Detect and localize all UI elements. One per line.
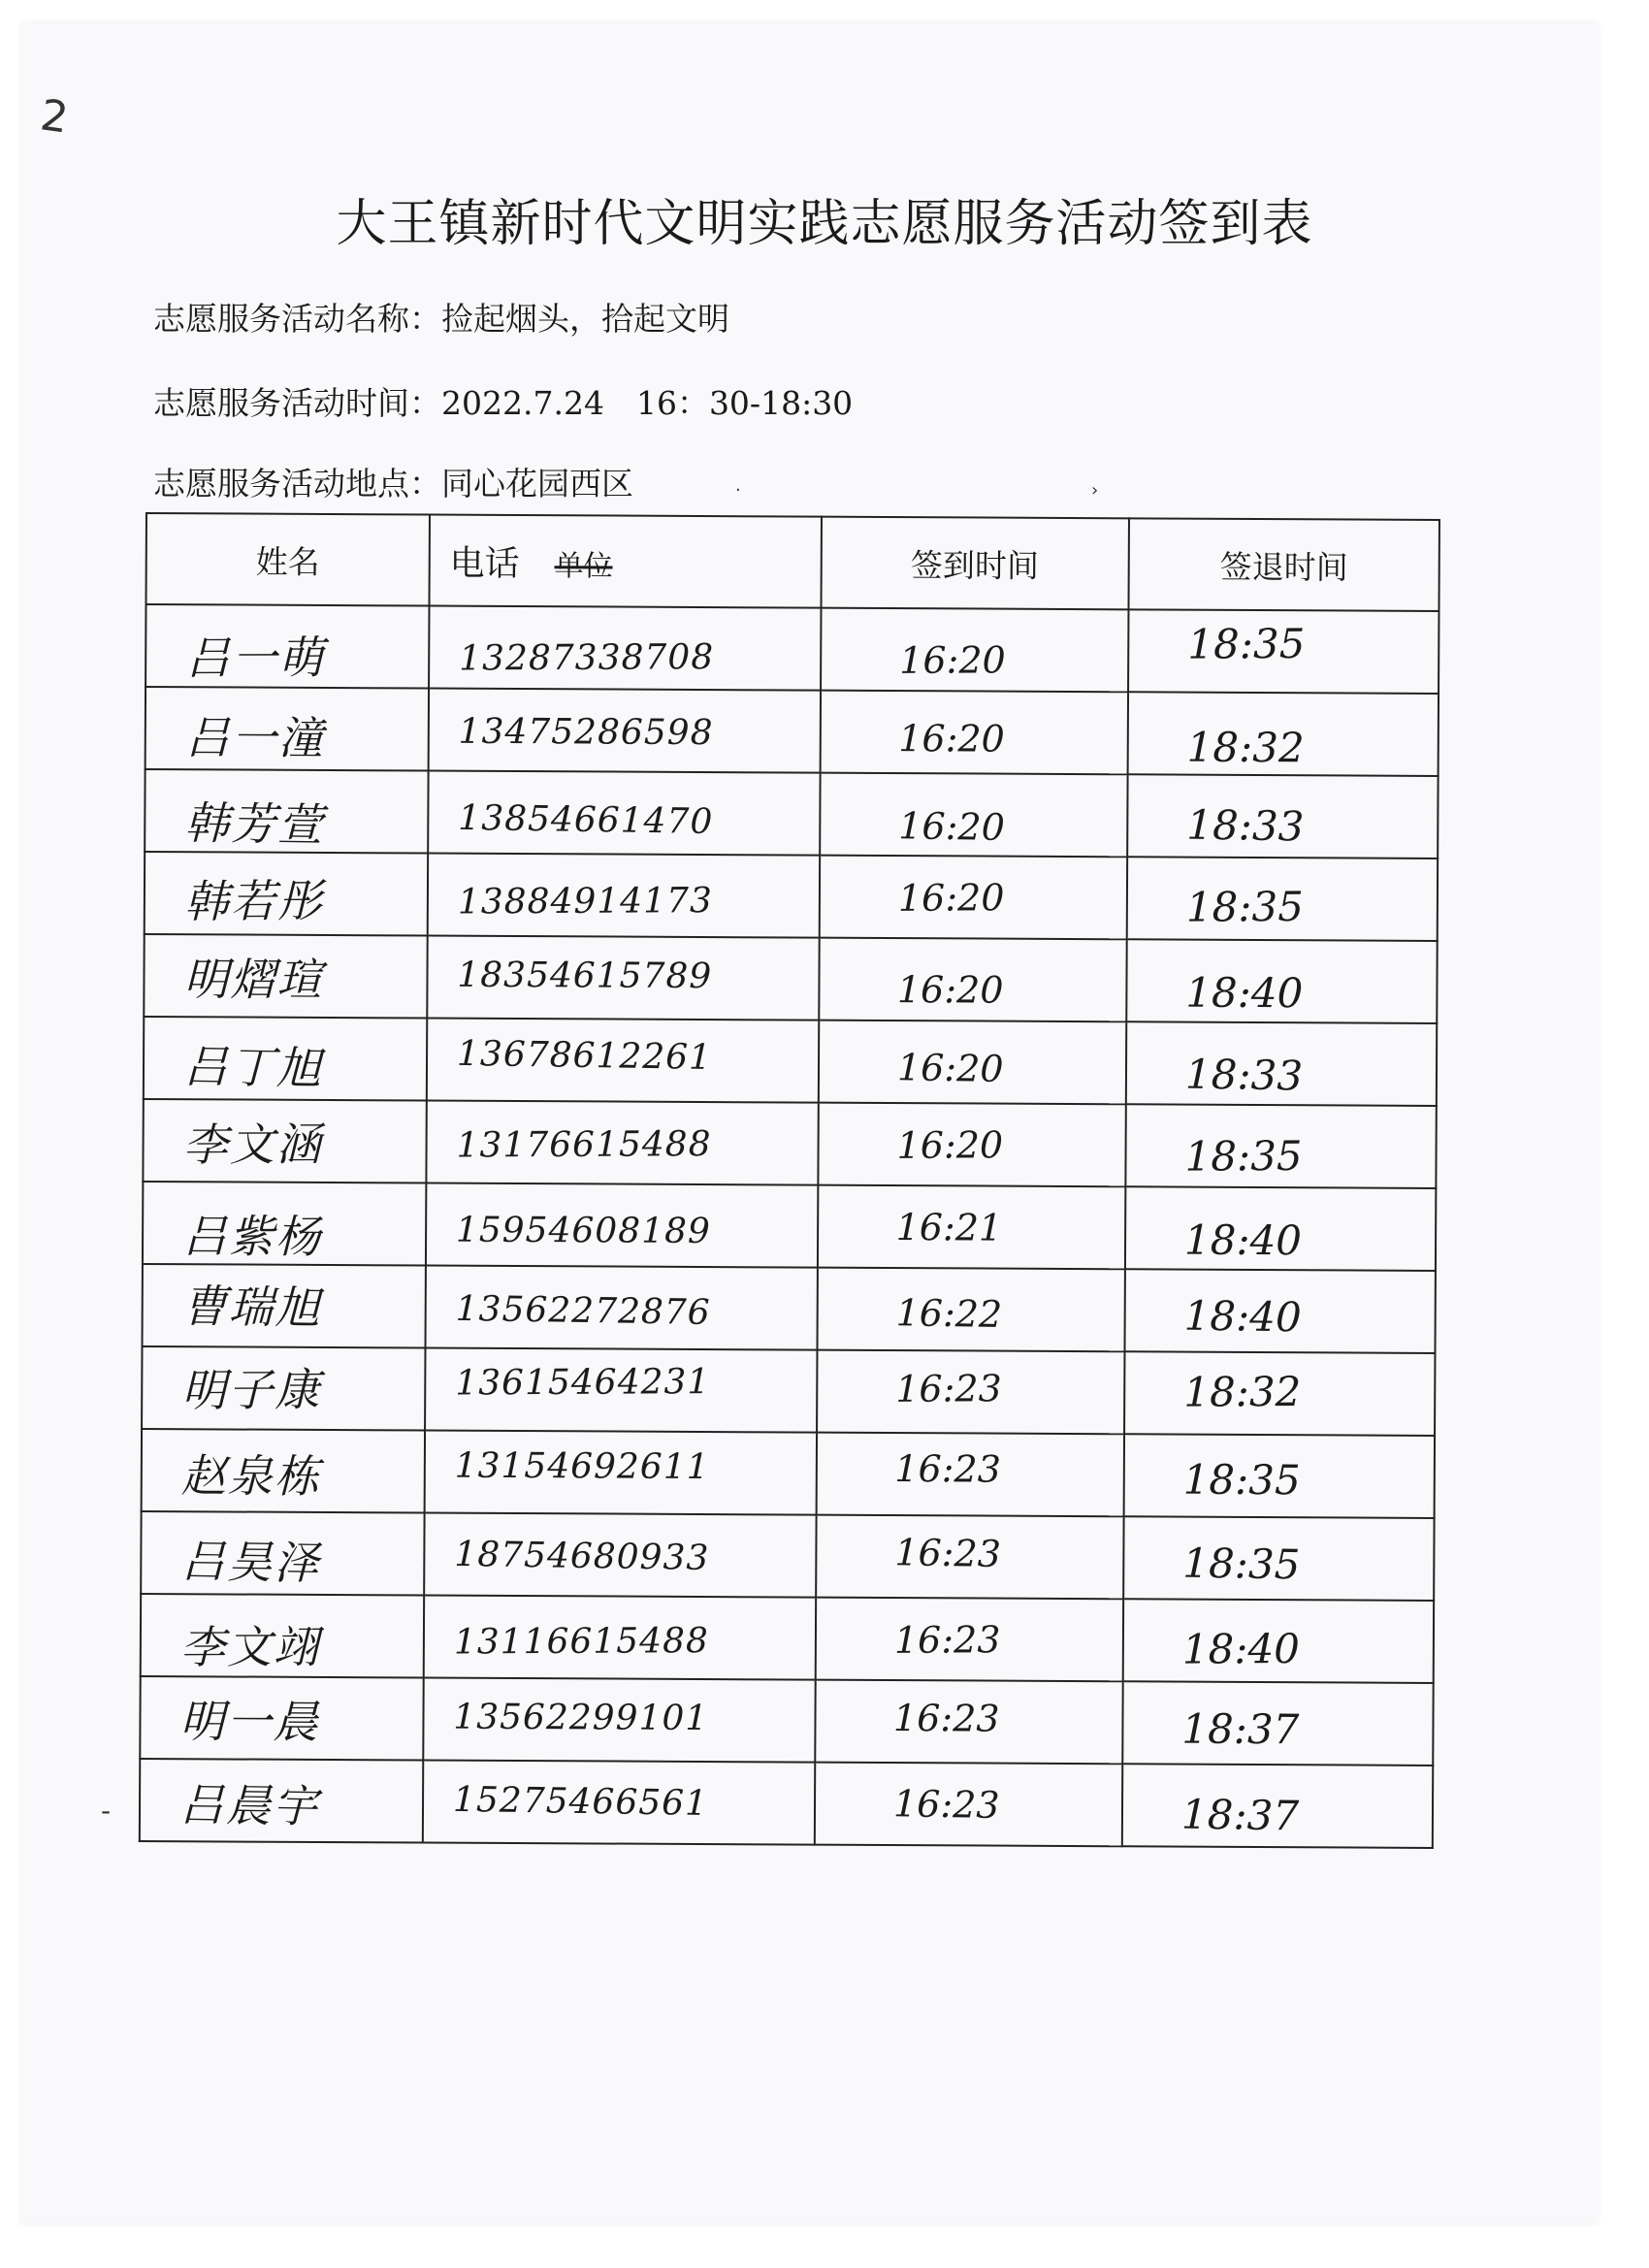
row-checkin: 16:20 [896, 967, 1004, 1012]
activity-time-line [153, 378, 853, 424]
row-phone-cell [425, 1348, 817, 1433]
header-checkout: 签退时间 [1128, 518, 1439, 611]
row-checkout: 18:32 [1186, 723, 1305, 772]
row-name-cell [145, 852, 428, 936]
margin-page-number: 2 [37, 90, 72, 144]
row-checkin-cell [819, 856, 1127, 940]
row-phone-cell [424, 1431, 816, 1515]
row-phone: 13678612261 [456, 1033, 713, 1079]
row-name: 韩芳萱 [183, 795, 325, 851]
activity-time-value: 2022.7.24 16：30-18:30 [441, 384, 854, 422]
row-name-cell [143, 1182, 426, 1266]
activity-time-label: 志愿服务活动时间： [153, 384, 441, 422]
table-row [143, 1182, 1436, 1271]
row-checkout: 18:37 [1180, 1790, 1300, 1840]
row-phone: 13116615488 [453, 1621, 709, 1663]
row-name-cell [143, 1099, 426, 1183]
row-name: 李文涵 [182, 1118, 323, 1171]
row-name: 曹瑞旭 [181, 1279, 323, 1334]
activity-place-value: 同心花园西区 [441, 465, 633, 502]
row-checkout: 18:35 [1184, 1132, 1303, 1181]
table-row [140, 1759, 1433, 1848]
row-phone-cell [423, 1678, 815, 1763]
row-checkout-cell [1127, 692, 1439, 776]
row-phone: 13287338708 [458, 637, 715, 679]
row-phone: 13615464231 [454, 1362, 711, 1404]
row-phone-cell [427, 854, 819, 938]
table-row [142, 1429, 1435, 1518]
row-checkout: 18:35 [1182, 1455, 1301, 1505]
row-phone: 13475286598 [458, 711, 714, 754]
row-checkin-cell [816, 1433, 1124, 1517]
row-phone-cell [428, 689, 820, 773]
row-phone-cell [424, 1513, 816, 1598]
table-row [145, 852, 1438, 941]
row-phone: 13562299101 [453, 1697, 709, 1739]
row-checkin-cell [817, 1350, 1125, 1435]
table-row [140, 1676, 1433, 1766]
row-phone-cell [428, 771, 820, 856]
header-unit-struck: 单位 [554, 548, 613, 584]
table-row [146, 604, 1439, 694]
row-name: 吕昊泽 [179, 1534, 321, 1589]
row-checkout: 18:35 [1187, 620, 1306, 668]
activity-name-label: 志愿服务活动名称： [153, 300, 441, 338]
row-phone-cell [427, 936, 819, 1021]
row-name-cell [146, 687, 429, 771]
table-row [142, 1264, 1435, 1353]
row-checkout: 18:40 [1183, 1291, 1302, 1342]
row-checkin-cell [820, 691, 1128, 775]
row-checkout: 18:40 [1181, 1625, 1300, 1673]
row-name: 赵泉栋 [180, 1448, 321, 1503]
row-checkout: 18:40 [1183, 1215, 1303, 1265]
row-checkin-cell [819, 938, 1127, 1022]
row-phone: 13854661470 [457, 797, 714, 843]
row-checkin: 16:23 [892, 1696, 1000, 1740]
row-checkin: 16:23 [894, 1366, 1002, 1410]
row-phone: 13562272876 [455, 1288, 711, 1334]
row-checkin: 16:20 [898, 637, 1006, 682]
stray-dot: › [1091, 480, 1099, 501]
row-checkout: 18:35 [1181, 1539, 1301, 1589]
row-name: 明熠瑄 [183, 952, 324, 1006]
row-checkin: 16:20 [895, 1122, 1003, 1167]
row-checkout-cell [1126, 1021, 1438, 1106]
signin-table [139, 512, 1440, 1849]
row-name-cell [141, 1594, 424, 1678]
row-checkin: 16:23 [894, 1446, 1001, 1491]
row-name-cell [144, 1017, 427, 1101]
table-row [143, 1099, 1436, 1188]
row-name: 吕一潼 [184, 710, 325, 764]
row-checkin-cell [816, 1515, 1124, 1600]
row-name-cell [140, 1676, 423, 1761]
row-checkout-cell [1125, 1104, 1437, 1188]
row-phone-cell [423, 1761, 815, 1845]
activity-place-label: 志愿服务活动地点： [153, 465, 441, 502]
row-name-cell [142, 1346, 425, 1431]
row-phone-cell [425, 1266, 817, 1350]
row-checkin: 16:23 [893, 1617, 1001, 1662]
row-name-cell [142, 1264, 425, 1348]
row-checkin-cell [814, 1763, 1122, 1847]
row-checkin-cell [817, 1268, 1125, 1352]
row-checkout-cell [1128, 609, 1439, 694]
row-name-cell [144, 934, 427, 1019]
header-phone-cell [429, 515, 821, 608]
row-phone-cell [423, 1596, 815, 1680]
row-checkout: 18:37 [1181, 1704, 1300, 1754]
row-name-cell [146, 604, 429, 689]
header-phone: 电话 [449, 543, 520, 584]
row-checkout-cell [1127, 857, 1439, 941]
row-checkin-cell [818, 1103, 1126, 1187]
row-checkin: 16:20 [896, 1045, 1004, 1090]
table-row [142, 1346, 1435, 1436]
row-checkin: 16:23 [893, 1530, 1001, 1575]
row-checkout-cell [1124, 1269, 1436, 1353]
table-header-row [146, 513, 1439, 611]
row-checkout-cell [1124, 1351, 1436, 1436]
row-name-cell [140, 1759, 423, 1843]
row-checkout-cell [1122, 1681, 1434, 1766]
row-checkout-cell [1123, 1599, 1435, 1683]
row-checkout-cell [1123, 1516, 1435, 1601]
row-checkout: 18:35 [1185, 883, 1304, 931]
activity-name-value: 捡起烟头，拾起文明 [441, 300, 729, 338]
row-name: 吕一萌 [185, 631, 326, 684]
row-checkout-cell [1125, 1186, 1437, 1271]
header-checkin: 签到时间 [821, 517, 1129, 610]
row-name: 吕晨宇 [178, 1777, 320, 1832]
row-checkin: 16:20 [898, 716, 1005, 761]
activity-name-line [153, 294, 729, 340]
table-row [141, 1594, 1434, 1683]
row-phone: 15275466561 [452, 1779, 709, 1825]
row-name-cell [141, 1511, 424, 1596]
row-checkout-cell [1123, 1434, 1435, 1518]
row-checkout: 18:40 [1185, 968, 1304, 1018]
row-checkin-cell [821, 608, 1129, 693]
row-name: 吕紫杨 [181, 1209, 323, 1263]
row-name: 李文翊 [179, 1620, 321, 1673]
row-phone-cell [426, 1101, 818, 1185]
row-checkout-cell [1127, 774, 1439, 859]
row-checkout-cell [1122, 1764, 1434, 1848]
row-checkout-cell [1126, 939, 1438, 1023]
row-checkin-cell [820, 773, 1128, 858]
activity-place-line [153, 459, 633, 504]
row-name: 明一晨 [179, 1694, 320, 1748]
row-phone-cell [426, 1183, 818, 1268]
row-name: 明子康 [181, 1363, 322, 1416]
table-row [141, 1511, 1434, 1601]
row-phone: 18354615789 [457, 955, 713, 997]
stray-dash: - [101, 1795, 112, 1827]
row-phone-cell [429, 606, 821, 691]
row-checkin: 16:20 [897, 875, 1005, 920]
row-name-cell [142, 1429, 425, 1513]
row-name: 吕丁旭 [182, 1039, 324, 1094]
row-checkout: 18:33 [1185, 800, 1305, 851]
row-checkout: 18:33 [1184, 1050, 1304, 1100]
row-checkin: 16:21 [895, 1205, 1003, 1249]
row-checkin: 16:20 [897, 803, 1005, 849]
row-checkin: 16:22 [894, 1290, 1003, 1336]
row-checkin: 16:23 [892, 1781, 1000, 1827]
row-name: 韩若彤 [183, 874, 325, 927]
row-phone: 15954608189 [455, 1210, 711, 1252]
table-row [144, 1017, 1437, 1106]
row-checkin-cell [818, 1021, 1126, 1105]
row-checkin-cell [817, 1185, 1125, 1270]
row-checkin-cell [815, 1598, 1123, 1682]
row-phone: 13154692611 [454, 1445, 710, 1488]
row-checkout: 18:32 [1183, 1368, 1302, 1416]
table-row [146, 687, 1439, 776]
header-name: 姓名 [146, 513, 430, 606]
row-phone: 13176615488 [456, 1124, 712, 1166]
row-checkin-cell [815, 1680, 1123, 1765]
row-phone: 18754680933 [453, 1534, 710, 1579]
page-title: 大王镇新时代文明实践志愿服务活动签到表 [336, 195, 1313, 253]
stray-dot: · [735, 480, 741, 501]
table-row [145, 769, 1438, 859]
row-name-cell [145, 769, 428, 854]
row-phone: 13884914173 [457, 881, 713, 923]
row-phone-cell [427, 1019, 819, 1103]
table-row [144, 934, 1437, 1023]
